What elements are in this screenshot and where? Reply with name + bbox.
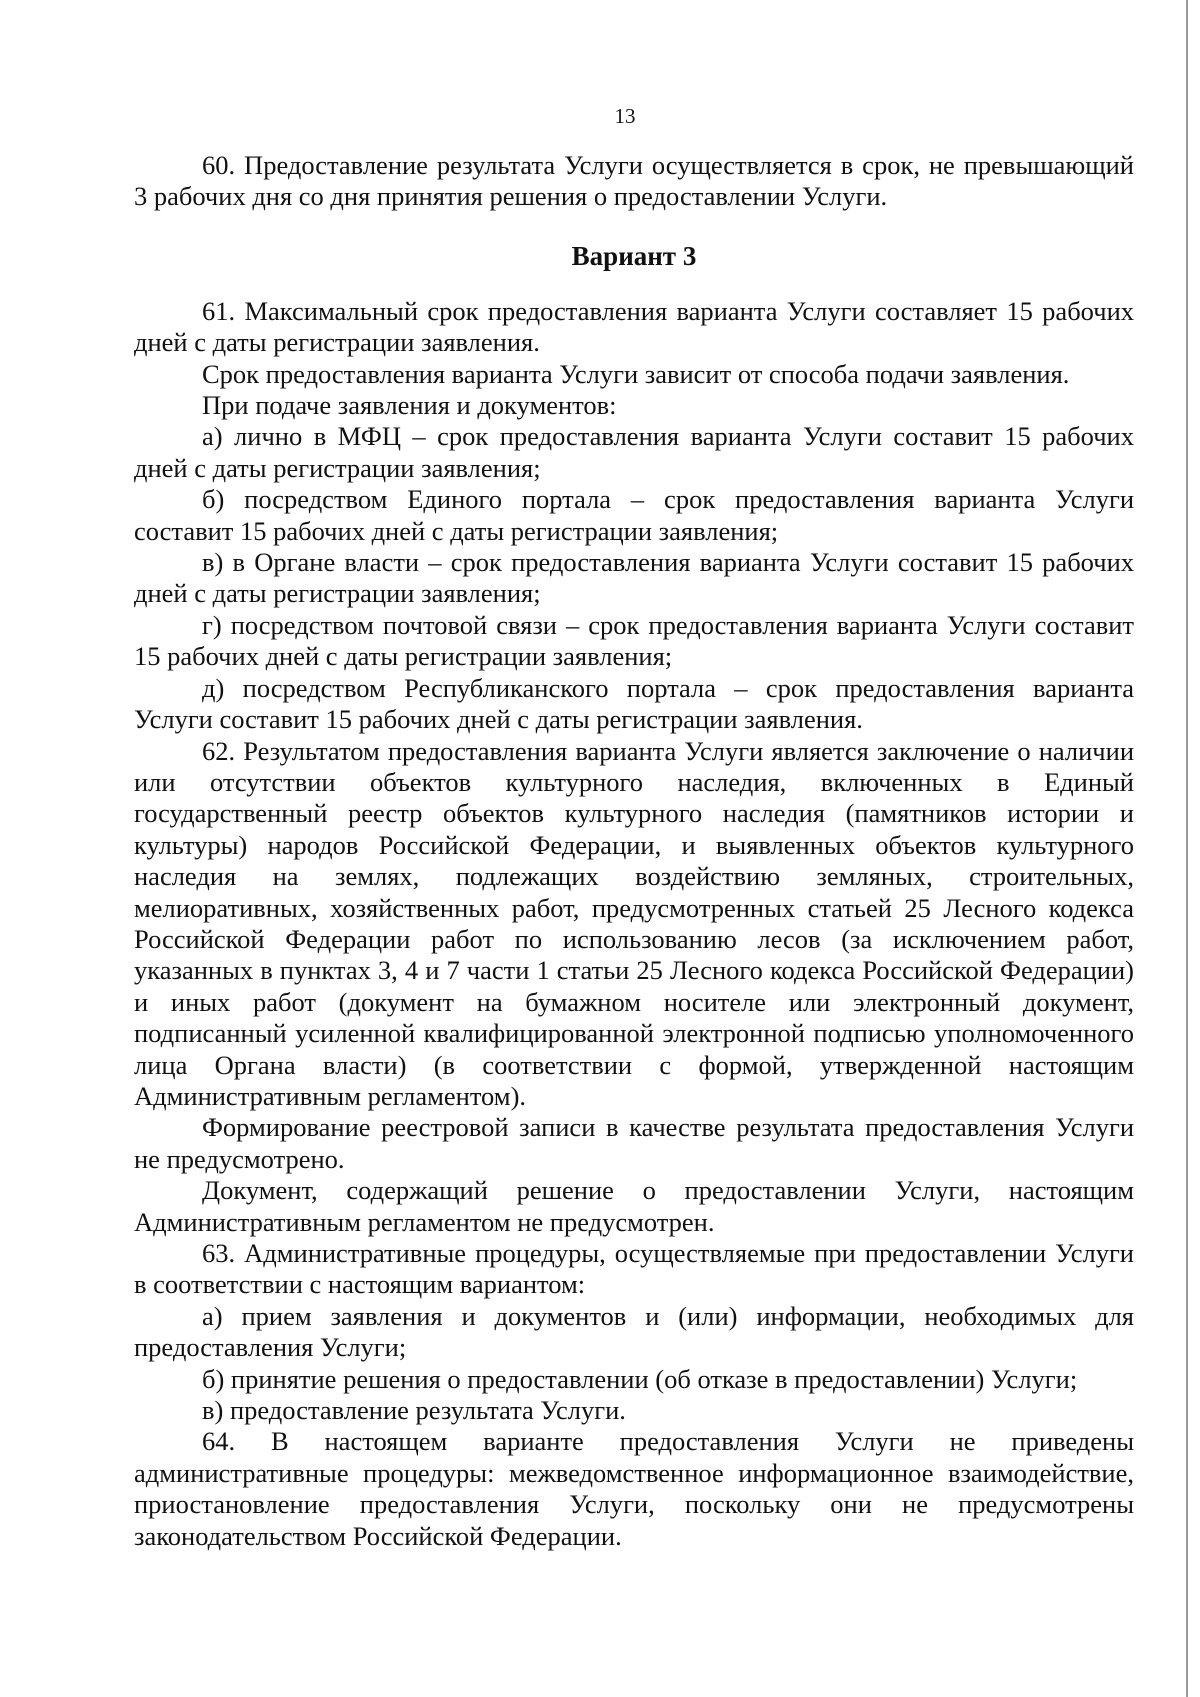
paragraph-62: 62. Результатом предоставления варианта Услуги является заключение о наличии или отсутствии объектов культурного наследия, включенных в Единый государственный реестр объектов культурного наследия (памятников истории и культуры) народов Российской Федерации, и выявленных объектов культурного наследия на землях, подлежащих воздействию земляных, строительных, мелиоративных, хозяйственных работ, предусмотренных статьей 25 Лесного кодекса Российской Федерации работ по использованию лесов (за исключением работ, указанных в пунктах 3, 4 и 7 части 1 статьи 25 Лесного кодекса Российской Федерации) и иных работ (документ на бумажном носителе или электронный документ, подписанный усиленной квалифицированной электронной подписью уполномоченного лица Органа власти) (в соответствии с формой, утвержденной настоящим Административным регламентом). bbox=[134, 735, 1134, 1111]
paragraph-61-term: Срок предоставления варианта Услуги зависит от способа подачи заявления. bbox=[202, 358, 1070, 389]
section-title: Вариант 3 bbox=[571, 240, 697, 271]
paragraph-63-a: а) прием заявления и документов и (или) информации, необходимых для предоставления Услуги; bbox=[134, 1300, 1134, 1363]
paragraph-63: 63. Административные процедуры, осуществляемые при предоставлении Услуги в соответствии с настоящим вариантом: bbox=[134, 1238, 1134, 1300]
paragraph-60: 60. Предоставление результата Услуги осуществляется в срок, не превышающий 3 рабочих дня со дня принятия решения о предоставлении Услуги. bbox=[134, 150, 1134, 212]
paragraph-61-b: б) посредством Единого портала – срок предоставления варианта Услуги составит 15 рабочих дней с даты регистрации заявления; bbox=[134, 484, 1134, 546]
paragraph-64: 64. В настоящем варианте предоставления Услуги не приведены административные процедуры: межведомственное информационное взаимодействие, приостановление предоставления Услуги, поскольку они не предусмотрены законодательством Российской Федерации. bbox=[134, 1426, 1134, 1551]
paragraph-61-intro: При подаче заявления и документов: bbox=[202, 390, 617, 421]
page-number: 13 bbox=[614, 104, 636, 128]
paragraph-61-a: а) лично в МФЦ – срок предоставления варианта Услуги составит 15 рабочих дней с даты регистрации заявления; bbox=[134, 421, 1134, 483]
paragraph-61-g: г) посредством почтовой связи – срок предоставления варианта Услуги составит 15 рабочих дней с даты регистрации заявления; bbox=[134, 609, 1134, 672]
paragraph-63-v: в) предоставление результата Услуги. bbox=[202, 1395, 626, 1426]
scan-edge-line bbox=[1186, 0, 1188, 1697]
document-body bbox=[134, 150, 1134, 1552]
paragraph-62-document: Документ, содержащий решение о предоставлении Услуги, настоящим Административным регламентом не предусмотрен. bbox=[134, 1175, 1134, 1237]
paragraph-61-d: д) посредством Республиканского портала – срок предоставления варианта Услуги составит 15 рабочих дней с даты регистрации заявления. bbox=[134, 672, 1134, 735]
paragraph-61: 61. Максимальный срок предоставления варианта Услуги составляет 15 рабочих дней с даты регистрации заявления. bbox=[134, 295, 1134, 358]
paragraph-62-registry: Формирование реестровой записи в качестве результата предоставления Услуги не предусмотрено. bbox=[134, 1112, 1134, 1174]
paragraph-61-v: в) в Органе власти – срок предоставления варианта Услуги составит 15 рабочих дней с даты регистрации заявления; bbox=[134, 547, 1134, 609]
paragraph-63-b: б) принятие решения о предоставлении (об отказе в предоставлении) Услуги; bbox=[202, 1363, 1078, 1394]
